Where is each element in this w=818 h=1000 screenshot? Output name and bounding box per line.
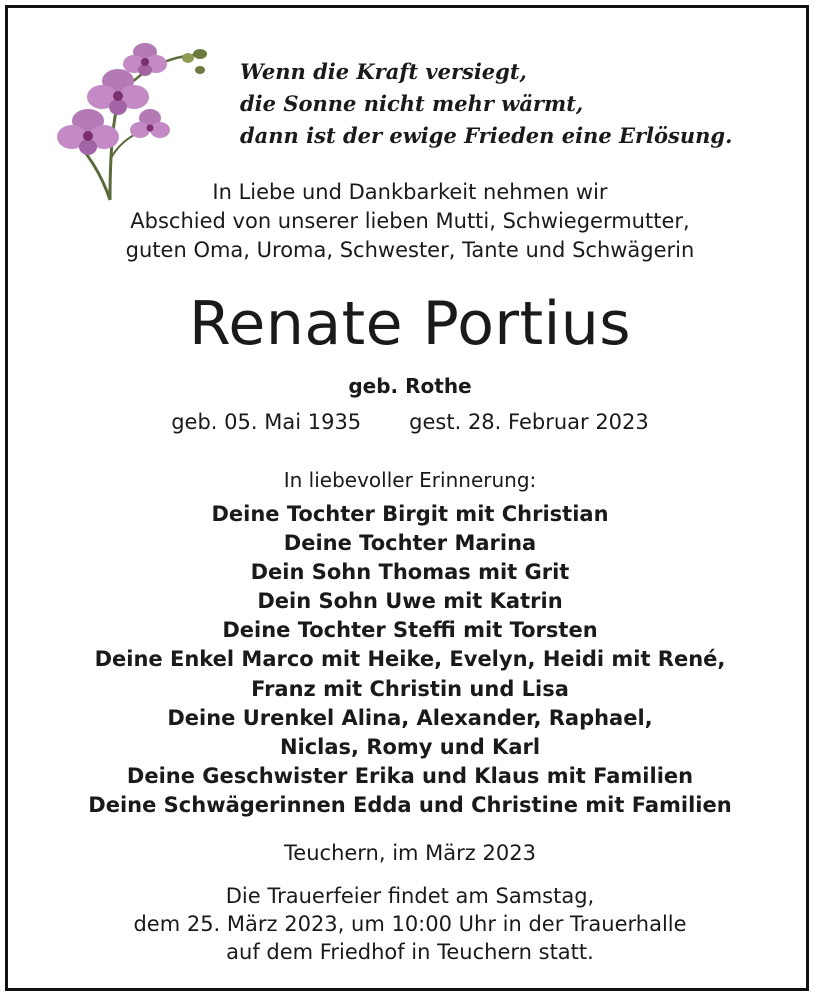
- place-date: Teuchern, im März 2023: [284, 841, 536, 865]
- family-line: Niclas, Romy und Karl: [279, 734, 541, 759]
- maiden-name: geb. Rothe: [348, 374, 472, 398]
- life-dates: [8, 406, 812, 438]
- service-line: dem 25. März 2023, um 10:00 Uhr in der Trauerhalle: [133, 912, 687, 936]
- family-line: Deine Tochter Birgit mit Christian: [211, 502, 609, 526]
- family-line: Deine Urenkel Alina, Alexander, Raphael,: [167, 705, 653, 730]
- family-line: Deine Schwägerinnen Edda und Christine mit Familien: [88, 792, 732, 817]
- family-line: Deine Enkel Marco mit Heike, Evelyn, Heidi mit René,: [94, 647, 726, 672]
- deceased-name: Renate Portius: [188, 289, 632, 359]
- poem-line: die Sonne nicht mehr wärmt,: [240, 91, 584, 116]
- death-date: gest. 28. Februar 2023: [409, 410, 649, 434]
- birth-date: geb. 05. Mai 1935: [171, 410, 362, 434]
- family-line: Deine Geschwister Erika und Klaus mit Familien: [126, 763, 694, 788]
- family-line: Dein Sohn Thomas mit Grit: [250, 560, 570, 585]
- intro-line: In Liebe und Dankbarkeit nehmen wir: [212, 180, 608, 204]
- funeral-service-info: [8, 882, 812, 966]
- family-list: [8, 500, 812, 820]
- service-line: auf dem Friedhof in Teuchern statt.: [226, 940, 594, 964]
- intro-line: guten Oma, Uroma, Schwester, Tante und Schwägerin: [125, 238, 695, 262]
- intro-text: [8, 178, 812, 265]
- poem-line: dann ist der ewige Frieden eine Erlösung.: [240, 123, 733, 148]
- memory-heading: In liebevoller Erinnerung:: [283, 468, 537, 492]
- poem-line: Wenn die Kraft versiegt,: [240, 59, 527, 84]
- poem: [240, 56, 800, 152]
- obituary-card: [5, 5, 809, 991]
- intro-line: Abschied von unserer lieben Mutti, Schwiegermutter,: [130, 209, 690, 233]
- family-line: Dein Sohn Uwe mit Katrin: [257, 589, 563, 614]
- family-line: Deine Tochter Steffi mit Torsten: [222, 618, 598, 643]
- family-line: Deine Tochter Marina: [283, 531, 537, 556]
- family-line: Franz mit Christin und Lisa: [251, 676, 569, 701]
- service-line: Die Trauerfeier findet am Samstag,: [225, 884, 595, 908]
